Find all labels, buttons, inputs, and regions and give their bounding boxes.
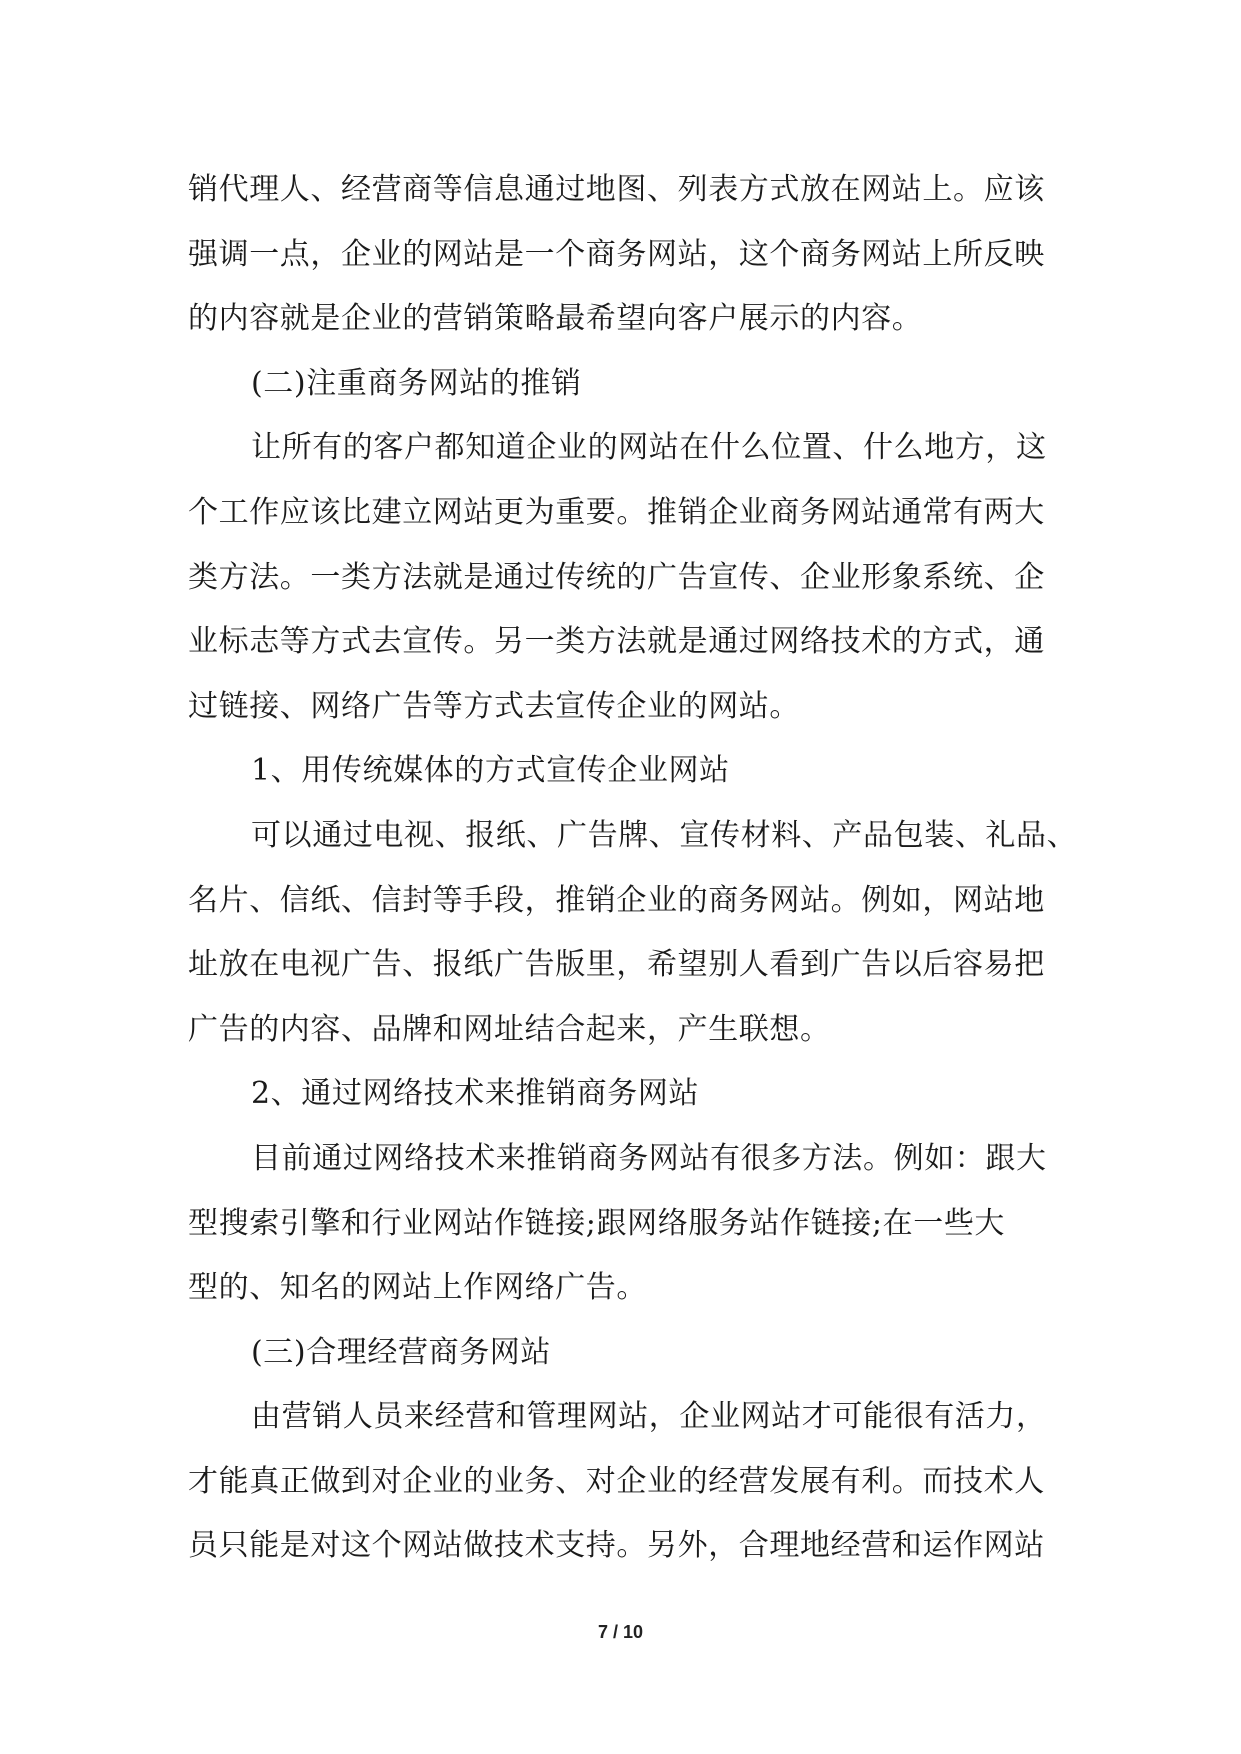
paragraph-line: 个工作应该比建立网站更为重要。推销企业商务网站通常有两大 — [188, 494, 1045, 530]
paragraph-line: 强调一点，企业的网站是一个商务网站，这个商务网站上所反映 — [188, 236, 1045, 272]
paragraph-line: 型搜索引擎和行业网站作链接;跟网络服务站作链接;在一些大 — [188, 1205, 1006, 1241]
paragraph-line: 可以通过电视、报纸、广告牌、宣传材料、产品包装、礼品、 — [251, 817, 1078, 853]
paragraph-line: 员只能是对这个网站做技术支持。另外，合理地经营和运作网站 — [188, 1528, 1045, 1564]
subsection-heading: 2、通过网络技术来推销商务网站 — [251, 1076, 700, 1112]
paragraph-line: 由营销人员来经营和管理网站，企业网站才可能很有活力， — [251, 1399, 1047, 1435]
subsection-heading: 1、用传统媒体的方式宣传企业网站 — [251, 753, 730, 789]
paragraph-line: 类方法。一类方法就是通过传统的广告宣传、企业形象系统、企 — [188, 559, 1045, 595]
paragraph-line: 让所有的客户都知道企业的网站在什么位置、什么地方，这 — [251, 430, 1047, 466]
page-number: 7 / 10 — [597, 1622, 644, 1642]
paragraph-line: 型的、知名的网站上作网络广告。 — [188, 1270, 647, 1306]
paragraph-line: 名片、信纸、信封等手段，推销企业的商务网站。例如，网站地 — [188, 882, 1045, 918]
paragraph-line: 才能真正做到对企业的业务、对企业的经营发展有利。而技术人 — [188, 1463, 1045, 1499]
paragraph-line: 广告的内容、品牌和网址结合起来，产生联想。 — [188, 1011, 831, 1047]
paragraph-line: 销代理人、经营商等信息通过地图、列表方式放在网站上。应该 — [188, 172, 1045, 207]
paragraph-line: 业标志等方式去宣传。另一类方法就是通过网络技术的方式，通 — [188, 624, 1045, 660]
paragraph-line: 过链接、网络广告等方式去宣传企业的网站。 — [188, 688, 800, 724]
section-heading: (三)合理经营商务网站 — [251, 1334, 552, 1370]
section-heading: (二)注重商务网站的推销 — [251, 365, 582, 401]
paragraph-line: 的内容就是企业的营销策略最希望向客户展示的内容。 — [188, 301, 923, 337]
paragraph-line: 址放在电视广告、报纸广告版里，希望别人看到广告以后容易把 — [188, 947, 1045, 983]
body-text — [188, 158, 1078, 1579]
paragraph-line: 目前通过网络技术来推销商务网站有很多方法。例如：跟大 — [251, 1140, 1047, 1176]
